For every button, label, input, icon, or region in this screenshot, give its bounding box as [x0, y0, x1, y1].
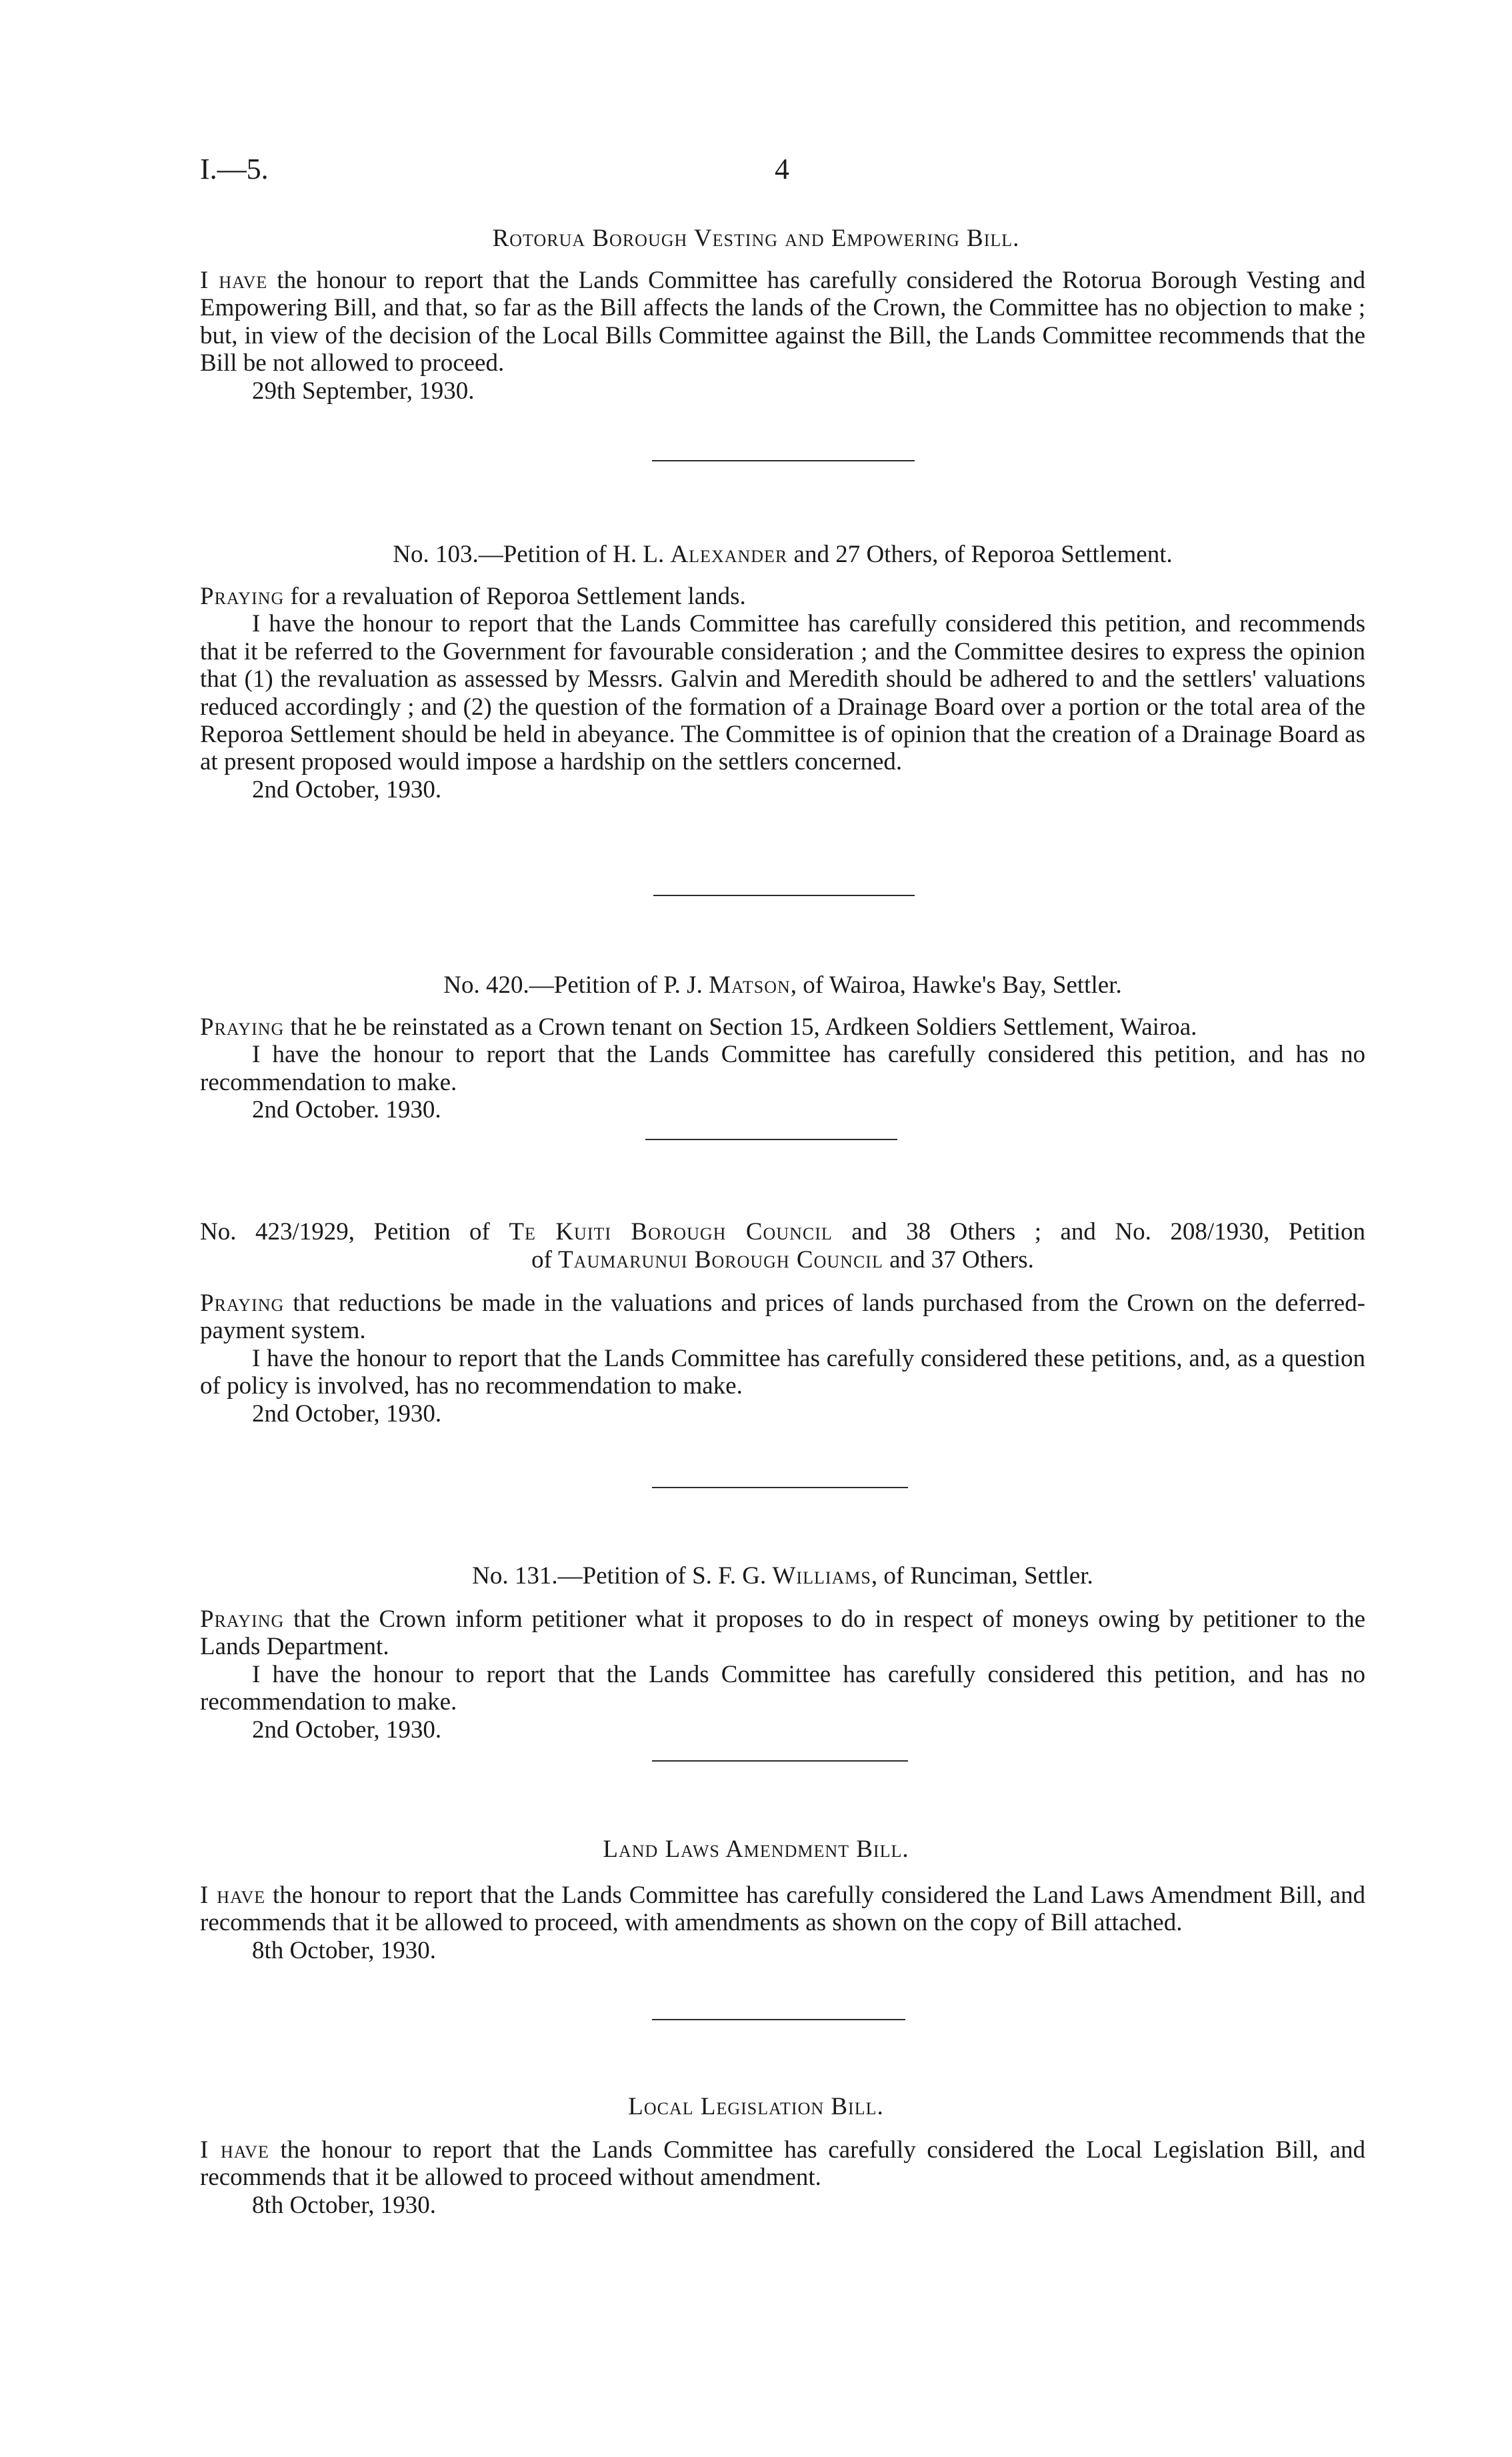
petition-title [200, 971, 1365, 1000]
petition-title [200, 540, 1365, 569]
report-paragraph: the honour to report that the Lands Committee has carefully considered the Local Legislation Bill, and recommends that it be allowed to proceed without amendment. [200, 2136, 1365, 2192]
report-date: 2nd October, 1930. [252, 1716, 442, 1744]
report-paragraph: I have the honour to report that the Lands Committee has carefully considered this petition, and recommends that it be referred to the Government for favourable consideration ; and the Committee desires to express the opinion that (1) the revaluation as assessed by Messrs. Galvin and Meredith should be adhered to and the settlers' valuations reduced accordingly ; and (2) the question of the formation of a Drainage Board over a portion or the total area of the Reporoa Settlement should be held in abeyance. The Committee is of opinion that the creation of a Drainage Board as at present proposed would impose a hardship on the settlers concerned. [200, 610, 1365, 776]
section-title: Rotorua Borough Vesting and Empowering Bill. [492, 225, 1020, 252]
opening-word: I have [200, 1882, 266, 1909]
praying-text: for a revaluation of Reporoa Settlement lands. [284, 583, 746, 610]
report-date: 2nd October, 1930. [252, 1400, 442, 1428]
section-body [200, 1882, 1365, 1964]
petitioner-name: Taumarunui Borough Council [558, 1246, 883, 1274]
section-divider [652, 1760, 908, 1762]
opening-word: I have [200, 2136, 269, 2164]
praying-text: that reductions be made in the valuations and prices of lands purchased from the Crown on the deferred-payment system. [200, 1290, 1365, 1345]
petition-title [200, 1562, 1365, 1591]
section-title: Land Laws Amendment Bill. [603, 1836, 909, 1863]
praying-text: that he be reinstated as a Crown tenant on Section 15, Ardkeen Soldiers Settlement, Wairoa. [284, 1013, 1197, 1041]
petition-details: , of Runciman, Settler. [871, 1562, 1093, 1590]
page-reference: I.—5. [200, 153, 269, 185]
report-date: 8th October, 1930. [252, 2191, 436, 2219]
opening-word: I have [200, 267, 268, 294]
report-paragraph: I have the honour to report that the Lands Committee has carefully considered these petitions, and, as a question of policy is involved, has no recommendation to make. [200, 1344, 1365, 1400]
petition-body [200, 583, 1365, 803]
section-divider [645, 1139, 897, 1140]
petition-details: and 38 Others ; and No. 208/1930, Petition [832, 1218, 1365, 1246]
report-paragraph: the honour to report that the Lands Committee has carefully considered the Land Laws Amendment Bill, and recommends that it be allowed to proceed, with amendments as shown on the copy of Bill attached. [200, 1882, 1365, 1937]
petition-number: No. 423/1929, Petition of [200, 1218, 509, 1246]
section-divider [653, 895, 915, 896]
petition-number: No. 420.—Petition of P. J. [443, 971, 709, 999]
section-divider [652, 1487, 908, 1488]
section-body [200, 2136, 1365, 2219]
report-paragraph: I have the honour to report that the Lands Committee has carefully considered this petition, and has no recommendation to make. [200, 1660, 1365, 1716]
petition-number: No. 131.—Petition of S. F. G. [472, 1562, 773, 1590]
petition-number: No. 103.—Petition of H. L. [393, 541, 671, 568]
petition-body [200, 1606, 1365, 1744]
petitioner-name: Alexander [670, 541, 788, 568]
report-paragraph: the honour to report that the Lands Committee has carefully considered the Rotorua Borough Vesting and Empowering Bill, and that, so far as the Bill affects the lands of the Crown, the Committee has no objection to make ; but, in view of the decision of the Local Bills Committee against the Bill, the Lands Committee recommends that the Bill be not allowed to proceed. [200, 267, 1365, 377]
petitioner-name: Matson [709, 971, 791, 999]
praying-word: Praying [200, 1290, 285, 1317]
praying-word: Praying [200, 583, 285, 610]
section-body [200, 267, 1365, 405]
petitioner-name: Williams [772, 1562, 871, 1590]
petition-title-line-2 [200, 1246, 1365, 1275]
praying-word: Praying [200, 1013, 285, 1041]
petition-details: and 37 Others. [883, 1246, 1034, 1274]
petition-title-line-1 [200, 1217, 1365, 1247]
report-paragraph: I have the honour to report that the Lands Committee has carefully considered this petition, and has no recommendation to make. [200, 1041, 1365, 1096]
report-date: 2nd October, 1930. [252, 775, 442, 803]
praying-word: Praying [200, 1606, 285, 1633]
report-date: 8th October, 1930. [252, 1936, 436, 1964]
petition-number: of [531, 1246, 559, 1274]
report-date: 2nd October. 1930. [252, 1096, 441, 1124]
petition-details: , of Wairoa, Hawke's Bay, Settler. [790, 971, 1122, 999]
petition-details: and 27 Others, of Reporoa Settlement. [787, 541, 1173, 568]
section-title: Local Legislation Bill. [628, 2093, 884, 2120]
report-date: 29th September, 1930. [252, 377, 475, 405]
section-divider [652, 460, 915, 461]
petitioner-name: Te Kuiti Borough Council [509, 1218, 833, 1246]
page-number: 4 [775, 153, 789, 185]
section-divider [652, 2019, 905, 2020]
praying-text: that the Crown inform petitioner what it proposes to do in respect of moneys owing by petitioner to the Lands Department. [200, 1606, 1365, 1661]
petition-body [200, 1290, 1365, 1428]
petition-body [200, 1013, 1365, 1124]
